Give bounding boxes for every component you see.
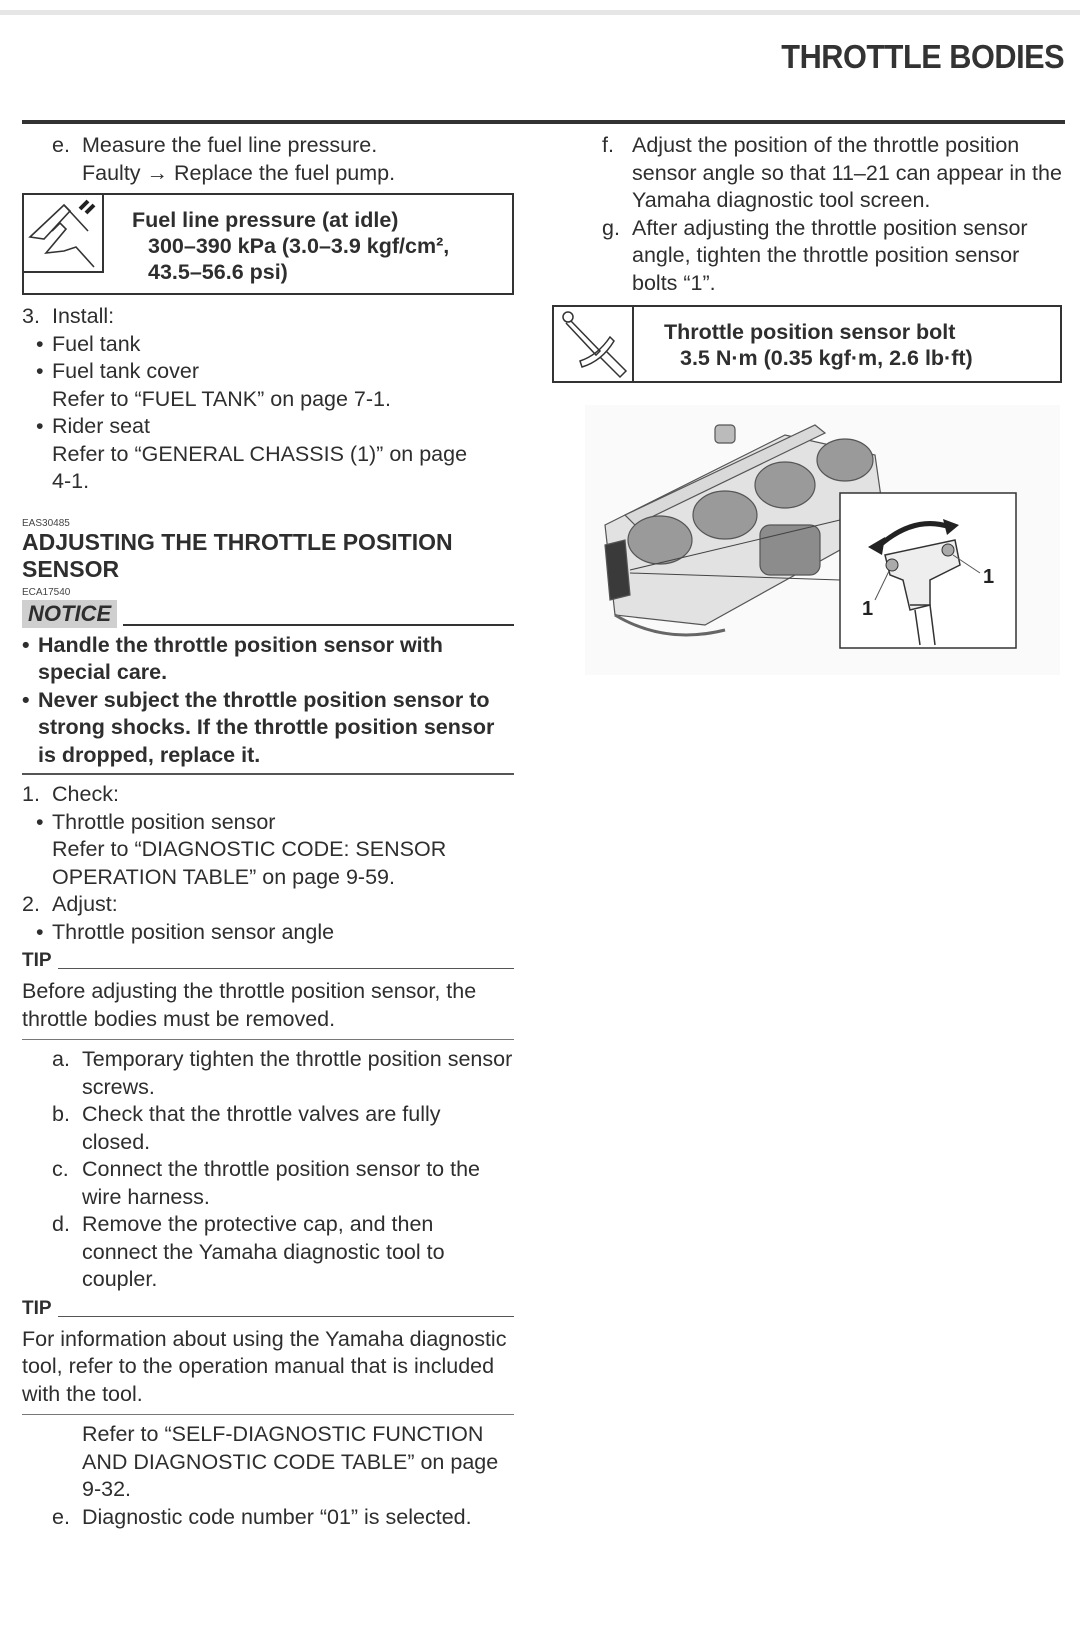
torque-spec-box xyxy=(552,305,1062,383)
list-item: Fuel tank xyxy=(52,331,141,356)
step-text: Adjust the position of the throttle position sensor angle so that 11–21 can appear in the Yamaha diagnostic tool screen. xyxy=(632,133,1062,212)
step-text: Temporary tighten the throttle position sensor screws. xyxy=(82,1047,513,1099)
throttle-body-figure xyxy=(585,405,1060,675)
substeps xyxy=(22,1046,514,1294)
list-item: Fuel tank cover xyxy=(52,359,199,383)
notice-header xyxy=(22,600,514,628)
step-number: 1. xyxy=(22,782,40,806)
step-title: Check: xyxy=(52,782,119,806)
bullet: • xyxy=(22,632,30,657)
step-label: c. xyxy=(52,1157,69,1181)
bullet: • xyxy=(22,687,30,712)
fuel-pressure-spec-box xyxy=(22,193,514,295)
notice-rule xyxy=(123,624,514,626)
tip-label: TIP xyxy=(22,950,52,971)
notice-list xyxy=(22,632,514,770)
step-label: e. xyxy=(52,133,70,157)
tip-label: TIP xyxy=(22,1297,52,1319)
notice-code: ECA17540 xyxy=(22,586,71,598)
reference-link[interactable]: Refer to “FUEL TANK” on page 7-1. xyxy=(52,386,391,411)
bolt xyxy=(942,544,954,556)
step-label: b. xyxy=(52,1102,70,1126)
step-number: 2. xyxy=(22,892,40,916)
page-title: THROTTLE BODIES xyxy=(781,38,1064,75)
step-text: Measure the fuel line pressure. xyxy=(82,133,378,157)
torque-wrench-icon xyxy=(554,307,634,381)
notice-badge: NOTICE xyxy=(22,600,117,628)
step-text: Diagnostic code number “01” is selected. xyxy=(82,1504,472,1529)
callout-label: 1 xyxy=(983,566,995,588)
tip-text: For information about using the Yamaha diagnostic tool, refer to the operation manual that is included with the tool. xyxy=(22,1326,507,1406)
step-label: g. xyxy=(602,215,620,240)
header-rule xyxy=(22,120,1065,124)
step-number: 3. xyxy=(22,304,40,328)
install-step xyxy=(22,303,514,496)
spec-title: Throttle position sensor bolt xyxy=(664,320,956,344)
tip-end-rule xyxy=(22,1414,514,1415)
spec-value: 3.5 N·m (0.35 kgf·m, 2.6 lb·ft) xyxy=(680,346,973,370)
step-text: After adjusting the throttle position sensor angle, tighten the throttle position sensor bolts “1”. xyxy=(632,215,1028,295)
step-result: Faulty → Replace the fuel pump. xyxy=(82,160,396,185)
tip-end-rule xyxy=(22,1039,514,1040)
spec-value: 43.5–56.6 psi) xyxy=(148,260,288,284)
list-item: Throttle position sensor angle xyxy=(52,919,335,944)
reference-link[interactable]: Refer to “SELF-DIAGNOSTIC FUNCTION AND DIAGNOSTIC CODE TABLE” on page 9-32. xyxy=(82,1422,499,1501)
section-adjusting-tps xyxy=(22,518,514,776)
list-item: Throttle position sensor xyxy=(52,809,276,834)
spec-value: 300–390 kPa (3.0–3.9 kgf/cm², xyxy=(148,234,450,258)
step-e-measure xyxy=(22,132,514,187)
reference-link[interactable]: Refer to “GENERAL CHASSIS (1)” on page 4-1. xyxy=(52,441,468,493)
tip-rule xyxy=(58,1316,514,1317)
bullet: • xyxy=(36,359,44,383)
top-strip xyxy=(0,10,1080,15)
spec-text xyxy=(634,307,973,381)
section-heading: ADJUSTING THE THROTTLE POSITION SENSOR xyxy=(22,528,453,582)
caliper-icon xyxy=(24,195,104,273)
section-code: EAS30485 xyxy=(22,517,70,529)
notice-item: Handle the throttle position sensor with special care. xyxy=(38,632,443,684)
bullet: • xyxy=(36,331,44,356)
tip-header xyxy=(22,1298,514,1320)
list-item: Rider seat xyxy=(52,414,150,438)
left-column xyxy=(22,132,514,1531)
notice-end-rule xyxy=(22,773,514,775)
reference-link[interactable]: Refer to “DIAGNOSTIC CODE: SENSOR OPERATION TABLE” on page 9-59. xyxy=(52,837,447,889)
callout-label: 1 xyxy=(862,598,874,620)
check-step xyxy=(22,781,514,946)
tip-header xyxy=(22,950,514,972)
tip-text: Before adjusting the throttle position sensor, the throttle bodies must be removed. xyxy=(22,979,477,1031)
step-label: d. xyxy=(52,1212,70,1236)
steps-f-g xyxy=(572,132,1062,297)
spec-title: Fuel line pressure (at idle) xyxy=(132,208,399,232)
spec-text xyxy=(104,195,449,293)
step-text: Connect the throttle position sensor to the wire harness. xyxy=(82,1157,480,1209)
bullet: • xyxy=(36,414,44,438)
bolt xyxy=(886,559,898,571)
step-text: Remove the protective cap, and then connect the Yamaha diagnostic tool to coupler. xyxy=(82,1212,445,1291)
step-label: a. xyxy=(52,1047,70,1071)
step-text: Check that the throttle valves are fully closed. xyxy=(82,1102,441,1154)
step-title: Adjust: xyxy=(52,892,118,916)
bullet: • xyxy=(36,919,44,944)
right-column xyxy=(572,132,1062,383)
notice-item: Never subject the throttle position sensor to strong shocks. If the throttle position sensor is dropped, replace it. xyxy=(38,687,495,767)
step-label: f. xyxy=(602,133,614,157)
bullet: • xyxy=(36,809,44,834)
step-title: Install: xyxy=(52,304,115,328)
step-label: e. xyxy=(52,1504,70,1529)
tip-rule xyxy=(58,968,514,969)
